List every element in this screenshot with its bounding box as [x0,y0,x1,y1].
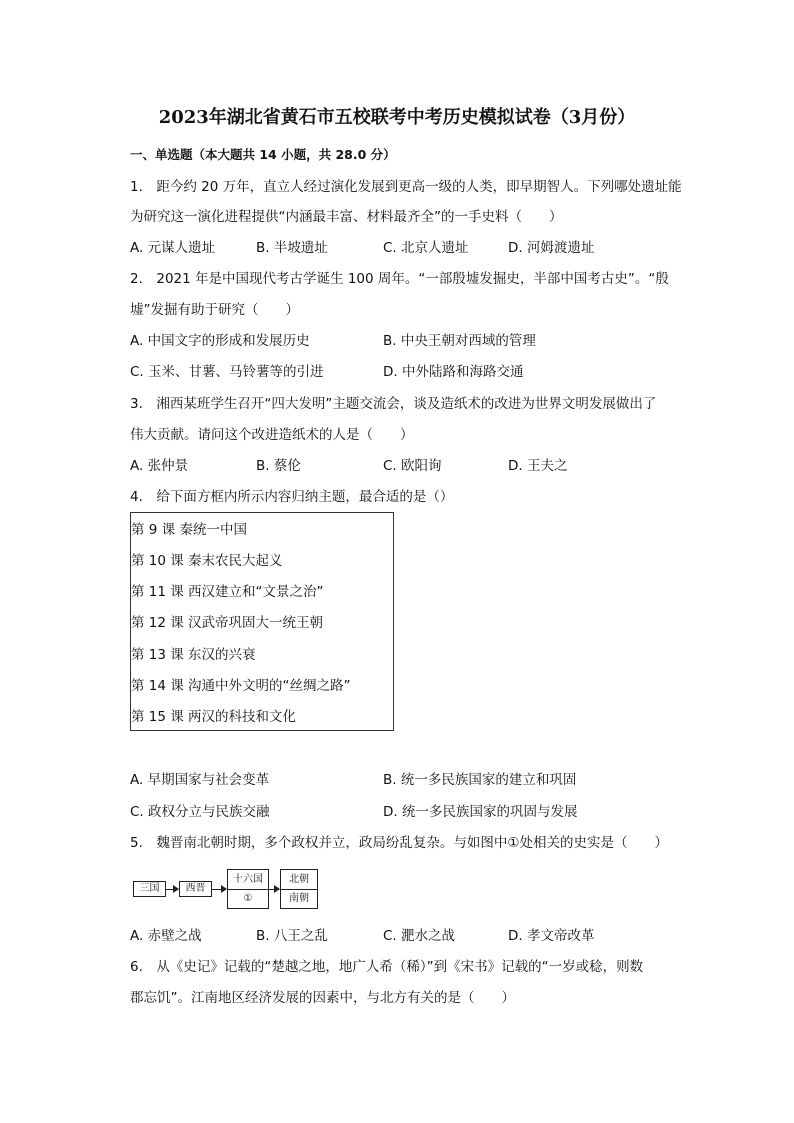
q1-option-d: D. 河姆渡遗址 [508,240,595,256]
q3-line1: 3. 湘西某班学生召开“四大发明”主题交流会，谈及造纸术的改进为世界文明发展做出了 [130,396,657,412]
diagram-node-xijin: 西晋 [179,881,212,897]
diagram-separator-1 [228,889,268,890]
q6-line2: 郡忘饥”。江南地区经济发展的因素中，与北方有关的是（ ） [130,990,515,1006]
q4-box-item-6: 第 14 课 沟通中外文明的“丝绸之路” [131,678,351,694]
q4-box-item-1: 第 9 课 秦统一中国 [131,522,247,538]
q2-line1: 2. 2021 年是中国现代考古学诞生 100 周年。“一部殷墟发掘史，半部中国考古史”。“殷 [130,271,669,287]
diagram-arrow-3 [269,889,279,890]
q5-option-b: B. 八王之乱 [256,928,328,944]
q4-option-d: D. 统一多民族国家的巩固与发展 [383,804,578,820]
section-heading: 一、单选题（本大题共 14 小题，共 28.0 分） [130,147,396,162]
q4-option-a: A. 早期国家与社会变革 [130,772,270,788]
q3-option-b: B. 蔡伦 [256,458,301,474]
q3-option-d: D. 王夫之 [508,458,568,474]
q5-option-d: D. 孝文帝改革 [508,928,595,944]
q4-box-item-7: 第 15 课 两汉的科技和文化 [131,709,297,725]
diagram-arrow-1 [166,889,178,890]
diagram-separator-2 [281,889,317,890]
diagram-nanchao-label: 南朝 [289,893,309,904]
diagram-node-shiliuguo [227,869,269,909]
diagram-blank-marker: ① [243,893,253,904]
q6-line1: 6. 从《史记》记载的“楚越之地，地广人希（稀）”到《宋书》记载的“一岁或稔，则数 [130,959,644,975]
q4-lesson-box [130,512,394,731]
q5-period-diagram [133,866,333,910]
q2-option-d: D. 中外陆路和海路交通 [383,364,524,380]
q2-option-a: A. 中国文字的形成和发展历史 [130,333,310,349]
page-title: 2023年湖北省黄石市五校联考中考历史模拟试卷（3月份） [158,107,636,128]
q1-option-a: A. 元谋人遗址 [130,240,216,256]
diagram-node-nanbeichao [280,869,318,909]
q1-option-b: B. 半坡遗址 [256,240,328,256]
q2-option-b: B. 中央王朝对西域的管理 [383,333,536,349]
q5-line1: 5. 魏晋南北朝时期，多个政权并立，政局纷乱复杂。与如图中①处相关的史实是（ ） [130,835,668,851]
q4-line1: 4. 给下面方框内所示内容归纳主题，最合适的是（） [130,489,454,505]
q4-box-item-2: 第 10 课 秦末农民大起义 [131,553,283,569]
diagram-node-sanguo: 三国 [133,881,166,897]
q3-option-c: C. 欧阳询 [383,458,442,474]
q1-line1: 1. 距今约 20 万年，直立人经过演化发展到更高一级的人类，即早期智人。下列哪处遗址能 [130,179,682,195]
q2-option-c: C. 玉米、甘薯、马铃薯等的引进 [130,364,324,380]
q4-box-item-3: 第 11 课 西汉建立和“文景之治” [131,584,324,600]
q4-option-b: B. 统一多民族国家的建立和巩固 [383,772,577,788]
q4-box-item-5: 第 13 课 东汉的兴衰 [131,647,256,663]
q5-option-a: A. 赤壁之战 [130,928,202,944]
q1-line2: 为研究这一演化进程提供“内涵最丰富、材料最齐全”的一手史料（ ） [130,209,563,225]
q1-option-c: C. 北京人遗址 [383,240,469,256]
q2-line2: 墟”发掘有助于研究（ ） [130,302,299,318]
q5-option-c: C. 淝水之战 [383,928,456,944]
q4-box-item-4: 第 12 课 汉武帝巩固大一统王朝 [131,615,324,631]
q3-line2: 伟大贡献。请问这个改进造纸术的人是（ ） [130,427,414,443]
diagram-beichao-label: 北朝 [289,874,309,885]
diagram-shiliuguo-label: 十六国 [233,874,263,885]
diagram-arrow-2 [212,889,226,890]
q4-option-c: C. 政权分立与民族交融 [130,804,270,820]
q3-option-a: A. 张仲景 [130,458,189,474]
